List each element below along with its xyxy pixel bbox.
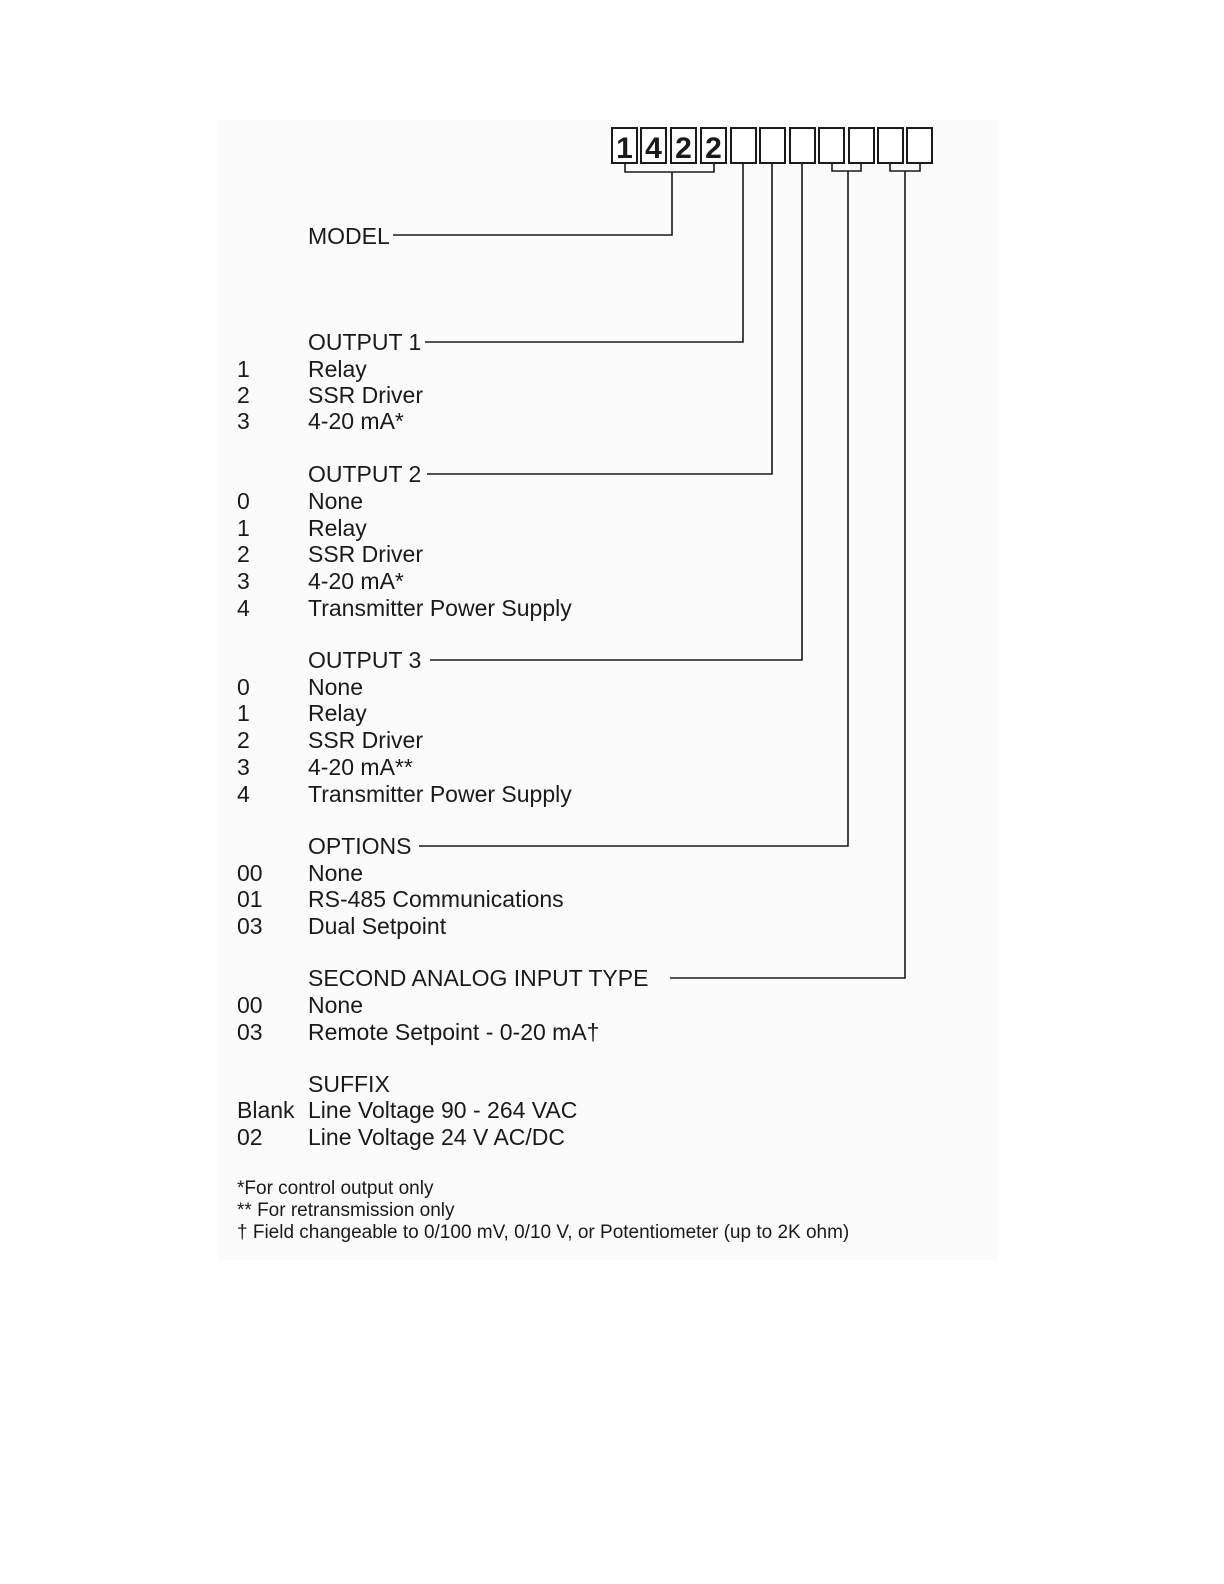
second-input-digit-box <box>907 128 932 163</box>
option-code: 2 <box>237 541 250 567</box>
option-code: 1 <box>237 515 250 541</box>
second-input-digit-box <box>878 128 903 163</box>
option-label: Dual Setpoint <box>308 913 447 939</box>
option-label: Relay <box>308 700 367 726</box>
option-label: 4-20 mA* <box>308 408 404 434</box>
model-heading: MODEL <box>308 223 390 249</box>
model-digit-box <box>701 128 726 165</box>
option-code: 02 <box>237 1124 263 1150</box>
model-digit-box <box>641 128 666 165</box>
option-code: 4 <box>237 781 250 807</box>
option-code: 3 <box>237 408 250 434</box>
footnote: † Field changeable to 0/100 mV, 0/10 V, or Potentiometer (up to 2K ohm) <box>237 1222 850 1243</box>
option-code: 00 <box>237 992 263 1018</box>
option-code: 4 <box>237 595 250 621</box>
option-label: SSR Driver <box>308 382 424 408</box>
output1-digit-box <box>731 128 756 163</box>
model-code-boxes <box>612 128 932 165</box>
option-label: 4-20 mA** <box>308 754 413 780</box>
output2-heading: OUTPUT 2 <box>308 461 422 487</box>
option-code: 2 <box>237 727 250 753</box>
option-code: 01 <box>237 886 263 912</box>
option-code: 3 <box>237 754 250 780</box>
output2-digit-box <box>760 128 785 163</box>
option-label: SSR Driver <box>308 727 424 753</box>
option-code: Blank <box>237 1097 295 1123</box>
option-label: SSR Driver <box>308 541 424 567</box>
option-label: None <box>308 992 363 1018</box>
options-digit-box <box>849 128 874 163</box>
option-label: None <box>308 860 363 886</box>
option-label: Remote Setpoint - 0-20 mA† <box>308 1019 600 1045</box>
option-code: 2 <box>237 382 250 408</box>
option-code: 1 <box>237 700 250 726</box>
option-label: None <box>308 488 363 514</box>
option-label: Transmitter Power Supply <box>308 595 572 621</box>
option-label: None <box>308 674 363 700</box>
option-code: 03 <box>237 1019 263 1045</box>
footnote: *For control output only <box>237 1178 434 1199</box>
output3-digit-box <box>790 128 815 163</box>
option-label: RS-485 Communications <box>308 886 564 912</box>
option-code: 0 <box>237 674 250 700</box>
option-code: 1 <box>237 356 250 382</box>
option-label: Line Voltage 90 - 264 VAC <box>308 1097 578 1123</box>
footnote: ** For retransmission only <box>237 1200 455 1221</box>
option-label: Line Voltage 24 V AC/DC <box>308 1124 565 1150</box>
option-label: Relay <box>308 356 367 382</box>
model-digit-box <box>612 128 637 165</box>
model-digit: 2 <box>675 132 692 165</box>
output1-heading: OUTPUT 1 <box>308 329 422 355</box>
model-digit-box <box>671 128 696 165</box>
model-digit: 1 <box>616 132 633 165</box>
output3-heading: OUTPUT 3 <box>308 647 422 673</box>
option-code: 03 <box>237 913 263 939</box>
options-digit-box <box>819 128 844 163</box>
model-digit: 2 <box>705 132 722 165</box>
option-code: 3 <box>237 568 250 594</box>
option-label: Relay <box>308 515 367 541</box>
model-digit: 4 <box>645 132 662 165</box>
second-input-heading: SECOND ANALOG INPUT TYPE <box>308 965 649 991</box>
options-heading: OPTIONS <box>308 833 412 859</box>
option-code: 0 <box>237 488 250 514</box>
suffix-heading: SUFFIX <box>308 1071 390 1097</box>
option-code: 00 <box>237 860 263 886</box>
option-label: 4-20 mA* <box>308 568 404 594</box>
option-label: Transmitter Power Supply <box>308 781 572 807</box>
